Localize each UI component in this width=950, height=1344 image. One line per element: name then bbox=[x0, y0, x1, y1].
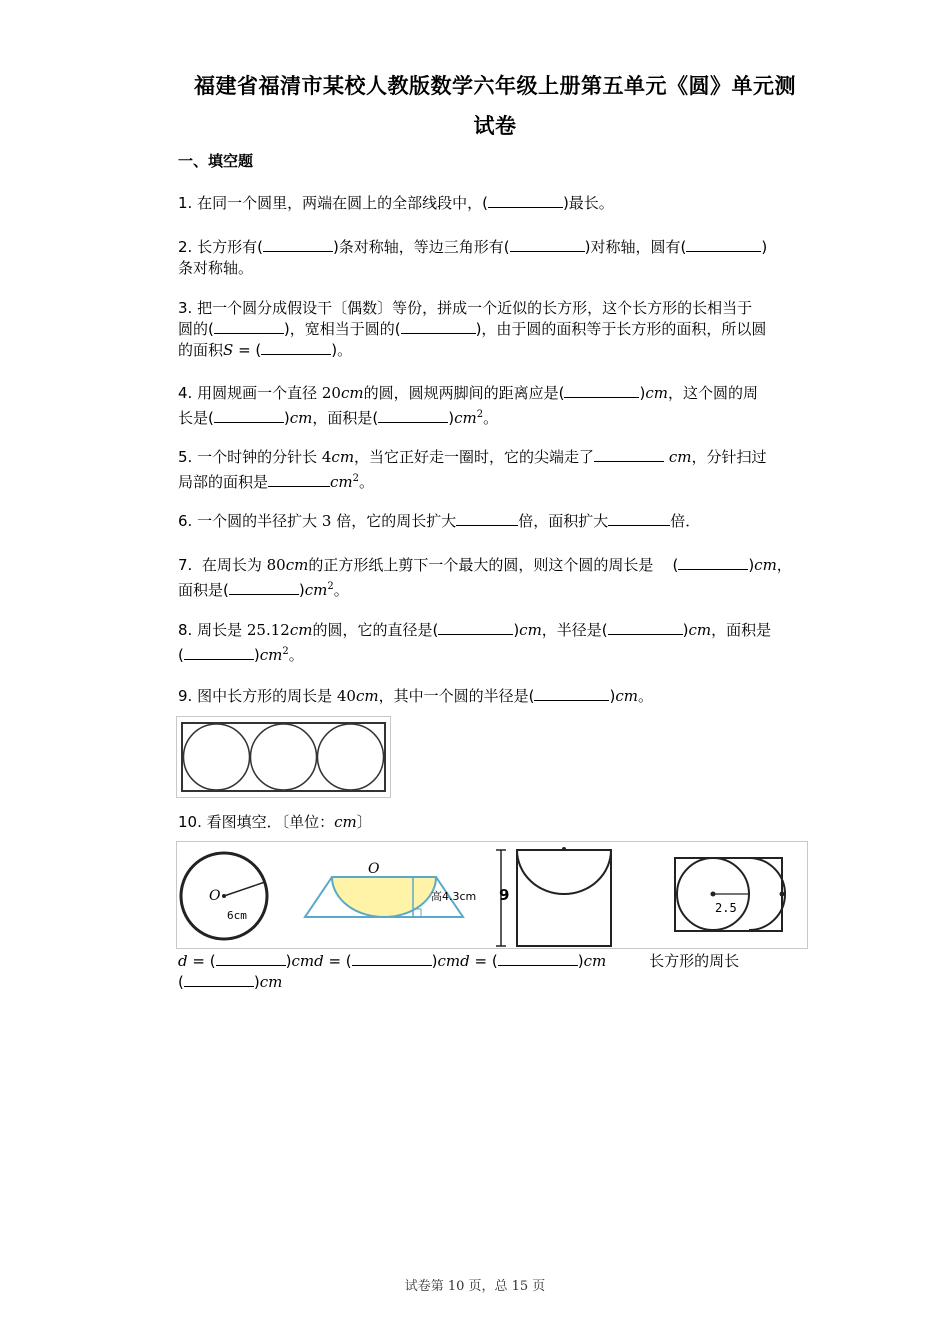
answer-blank[interactable] bbox=[263, 237, 333, 252]
answer-blank[interactable] bbox=[214, 408, 284, 423]
question-2: 2. 长方形有( )条对称轴，等边三角形有( )对称轴，圆有( ) 条对称轴。 bbox=[178, 238, 768, 277]
label-9: 9 bbox=[499, 886, 510, 904]
answer-blank[interactable] bbox=[498, 951, 578, 966]
question-7: 7. 在周长为 80cm的正方形纸上剪下一个最大的圆，则这个圆的周长是 ( )cm， 面积是( )$cm^2$。 bbox=[178, 556, 792, 599]
section-heading: 一、填空题 bbox=[178, 152, 254, 170]
label-o1: O bbox=[209, 888, 221, 904]
answer-blank[interactable] bbox=[510, 237, 585, 252]
answer-blank[interactable] bbox=[229, 580, 299, 595]
answer-blank[interactable] bbox=[488, 193, 563, 208]
question-8: 8. 周长是 25.12cm的圆，它的直径是( )cm，半径是( )cm，面积是 ( )$cm^2$。 bbox=[178, 621, 772, 664]
figure-three-circles bbox=[176, 716, 391, 798]
page-title-line1: 福建省福清市某校人教版数学六年级上册第五单元《圆》单元测 bbox=[194, 74, 796, 98]
answer-blank[interactable] bbox=[534, 686, 609, 701]
answer-blank[interactable] bbox=[401, 319, 476, 334]
question-3: 3. 把一个圆分成假设干〔偶数〕等份，拼成一个近似的长方形，这个长方形的长相当于 圆的( )，宽相当于圆的( )，由于圆的面积等于长方形的面积，所以圆 的面积S = ( )。 bbox=[178, 299, 767, 359]
answer-blank[interactable] bbox=[268, 472, 330, 487]
answer-blank[interactable] bbox=[686, 237, 761, 252]
question-4: 4. 用圆规画一个直径 20cm的圆，圆规两脚间的距离应是( )cm，这个圆的周 长是( )cm，面积是( )$cm^2$。 bbox=[178, 384, 758, 427]
question-9: 9. 图中长方形的周长是 40cm，其中一个圆的半径是( )cm。 bbox=[178, 687, 653, 705]
question-5: 5. 一个时钟的分针长 4cm，当它正好走一圈时，它的尖端走了 cm，分针扫过 局部的面积是 $cm^2$。 bbox=[178, 448, 767, 491]
figure-circle-radius bbox=[181, 853, 267, 939]
answer-blank[interactable] bbox=[438, 620, 513, 635]
answer-blank[interactable] bbox=[352, 951, 432, 966]
answer-blank[interactable] bbox=[456, 511, 518, 526]
circle-2 bbox=[251, 724, 317, 790]
page-title-line2: 试卷 bbox=[473, 114, 517, 138]
answer-blank[interactable] bbox=[184, 972, 254, 987]
answer-blank[interactable] bbox=[378, 408, 448, 423]
answer-blank[interactable] bbox=[184, 645, 254, 660]
answer-blank[interactable] bbox=[594, 447, 664, 462]
question-6: 6. 一个圆的半径扩大 3 倍，它的周长扩大 倍，面积扩大 倍． bbox=[178, 512, 701, 530]
figure-rectangle-circles bbox=[675, 858, 785, 931]
label-height: 高4.3cm bbox=[431, 890, 477, 903]
question-1: 1. 在同一个圆里，两端在圆上的全部线段中，( )最长。 bbox=[178, 194, 614, 212]
answer-blank[interactable] bbox=[216, 951, 286, 966]
circle-1 bbox=[184, 724, 250, 790]
answer-line-10: d = ( )cmd = ( )cmd = ( )cm 长方形的周长 ( )cm bbox=[178, 952, 740, 991]
label-6cm: 6cm bbox=[227, 909, 247, 922]
figure-square-semicircle bbox=[496, 847, 611, 946]
answer-blank[interactable] bbox=[608, 511, 670, 526]
answer-blank[interactable] bbox=[261, 340, 331, 355]
question-10: 10. 看图填空．〔单位：cm〕 bbox=[178, 813, 372, 831]
figure-four-shapes bbox=[176, 841, 808, 949]
answer-blank[interactable] bbox=[564, 383, 639, 398]
answer-blank[interactable] bbox=[214, 319, 284, 334]
figure-semicircle-trapezoid bbox=[305, 861, 476, 917]
answer-blank[interactable] bbox=[678, 555, 748, 570]
label-2-5: 2.5 bbox=[715, 901, 737, 915]
answer-blank[interactable] bbox=[608, 620, 683, 635]
label-o2: O bbox=[368, 861, 380, 877]
page-footer: 试卷第 10 页，总 15 页 bbox=[404, 1279, 546, 1294]
circle-3 bbox=[318, 724, 384, 790]
